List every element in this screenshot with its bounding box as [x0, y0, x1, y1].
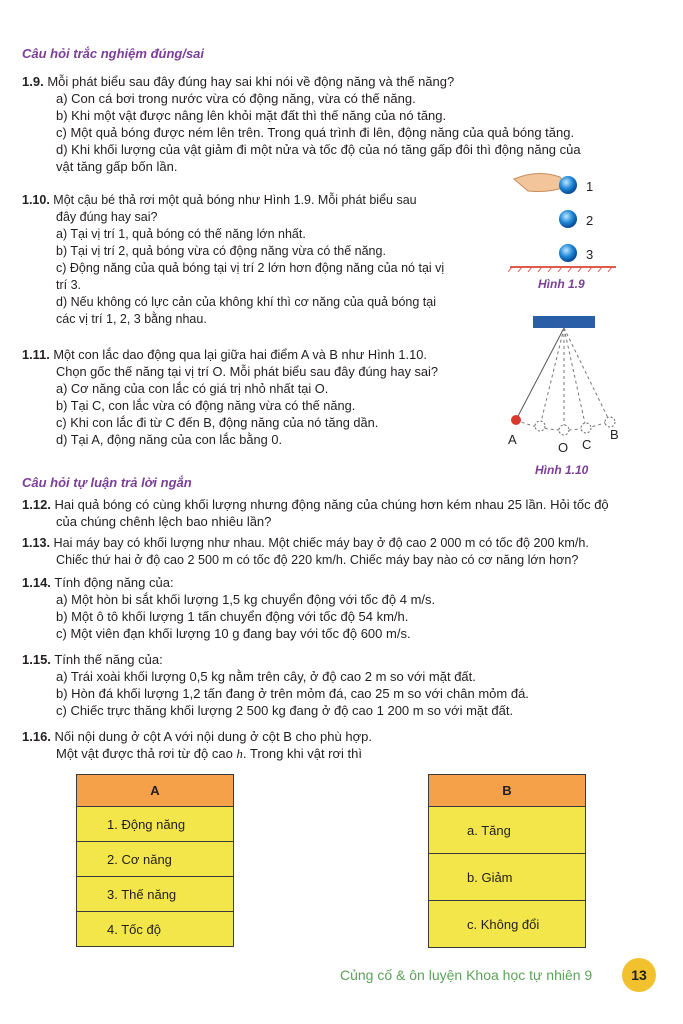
option-d: d) Tại A, động năng của con lắc bằng 0.: [56, 432, 283, 447]
question-text-cont-2: . Trong khi vật rơi thì: [242, 746, 362, 761]
label-position-2: 2: [586, 213, 594, 228]
option-c-cont: trí 3.: [56, 278, 82, 292]
question-text: Một con lắc dao động qua lại giữa hai điểm A và B như Hình 1.10.: [53, 347, 427, 362]
option-a: a) Con cá bơi trong nước vừa có động năng, vừa có thế năng.: [56, 91, 416, 106]
question-1-11: [22, 346, 492, 448]
question-1-12: [22, 496, 662, 530]
option-c: c) Một quả bóng được ném lên trên. Trong quá trình đi lên, động năng của quả bóng tăng.: [56, 125, 575, 140]
question-number: 1.13.: [22, 536, 51, 550]
option-a: a) Cơ năng của con lắc có giá trị nhỏ nhất tại O.: [56, 381, 329, 396]
question-text: Mỗi phát biểu sau đây đúng hay sai khi nói về động năng và thế năng?: [47, 74, 455, 89]
table-b-item: b. Giảm: [429, 854, 586, 901]
figure-caption-1-10: Hình 1.10: [535, 463, 589, 477]
question-text-cont: Chọn gốc thế năng tại vị trí O. Mỗi phát biểu sau đây đúng hay sai?: [56, 364, 439, 379]
question-number: 1.14.: [22, 575, 51, 590]
question-text: Tính thế năng của:: [54, 652, 163, 667]
pendulum-string-a: [516, 328, 564, 420]
figure-1-10-pendulum: [500, 312, 640, 452]
option-d-cont: các vị trí 1, 2, 3 bằng nhau.: [56, 312, 207, 326]
figure-1-9-ball-drop: [508, 165, 618, 280]
ball-position-3: [559, 244, 577, 262]
page-number: 13: [622, 958, 656, 992]
table-b-item: c. Không đổi: [429, 901, 586, 948]
question-number: 1.15.: [22, 652, 51, 667]
option-a: a) Một hòn bi sắt khối lượng 1,5 kg chuyển động với tốc độ 4 m/s.: [56, 592, 436, 607]
option-d: d) Khi khối lượng của vật giảm đi một nửa và tốc độ của nó tăng gấp đôi thì động năng của: [56, 142, 581, 157]
table-a-item: 4. Tốc độ: [77, 912, 234, 947]
table-column-b: [428, 774, 586, 948]
question-text-cont: Một vật được thả rơi từ độ cao: [56, 746, 237, 761]
option-c: c) Khi con lắc đi từ C đến B, động năng của nó tăng dần.: [56, 415, 379, 430]
option-c: c) Động năng của quả bóng tại vị trí 2 lớn hơn động năng của nó tại vị: [56, 261, 445, 275]
option-d-cont: vật tăng gấp bốn lần.: [56, 159, 178, 174]
label-point-c: C: [582, 437, 592, 452]
option-b: b) Hòn đá khối lượng 1,2 tấn đang ở trên mỏm đá, cao 25 m so với chân mỏm đá.: [56, 686, 529, 701]
option-b: b) Tại vị trí 2, quả bóng vừa có động năng vừa có thế năng.: [56, 244, 386, 258]
option-c: c) Một viên đạn khối lượng 10 g đang bay với tốc độ 600 m/s.: [56, 626, 411, 641]
pendulum-support: [533, 316, 595, 328]
question-text-cont: của chúng chênh lệch bao nhiêu lần?: [56, 514, 272, 529]
question-text: Hai máy bay có khối lượng như nhau. Một chiếc máy bay ở độ cao 2 000 m có tốc độ 200 km/h.: [53, 536, 589, 550]
label-point-o: O: [558, 440, 569, 455]
question-1-10: [22, 192, 482, 328]
footer-book-title: Củng cố & ôn luyện Khoa học tự nhiên 9: [340, 967, 593, 983]
option-b: b) Một ô tô khối lượng 1 tấn chuyển động với tốc độ 54 km/h.: [56, 609, 409, 624]
pendulum-bob: [511, 415, 521, 425]
question-1-15: [22, 651, 662, 719]
table-a-item: 1. Động năng: [77, 807, 234, 842]
figure-caption-1-9: Hình 1.9: [538, 277, 585, 291]
question-text: Một cậu bé thả rơi một quả bóng như Hình 1.9. Mỗi phát biểu sau: [53, 193, 417, 207]
option-a: a) Tại vị trí 1, quả bóng có thế năng lớn nhất.: [56, 227, 306, 241]
ball-position-1: [559, 176, 577, 194]
table-a-header: A: [77, 775, 234, 807]
label-position-1: 1: [586, 179, 594, 194]
question-number: 1.10.: [22, 193, 50, 207]
option-c: c) Chiếc trực thăng khối lượng 2 500 kg đang ở độ cao 1 200 m so với mặt đất.: [56, 703, 514, 718]
table-b-item: a. Tăng: [429, 807, 586, 854]
option-a: a) Trái xoài khối lượng 0,5 kg nằm trên cây, ở độ cao 2 m so với mặt đất.: [56, 669, 476, 684]
option-d: d) Nếu không có lực cản của không khí thì cơ năng của quả bóng tại: [56, 295, 437, 309]
table-b-header: B: [429, 775, 586, 807]
question-1-14: [22, 574, 662, 642]
question-text: Tính động năng của:: [54, 575, 174, 590]
hand-icon: [514, 173, 566, 191]
question-text: Hai quả bóng có cùng khối lượng nhưng động năng của chúng hơn kém nhau 25 lần. Hỏi tốc độ: [54, 497, 609, 512]
question-1-9: [22, 73, 662, 175]
table-a-item: 2. Cơ năng: [77, 842, 234, 877]
question-text-cont: Chiếc thứ hai ở độ cao 2 500 m có tốc độ 220 km/h. Chiếc máy bay nào có cơ năng lớn hơn?: [56, 553, 579, 567]
question-number: 1.11.: [22, 347, 50, 362]
section-title-true-false: Câu hỏi trắc nghiệm đúng/sai: [22, 46, 205, 61]
label-position-3: 3: [586, 247, 594, 262]
question-number: 1.16.: [22, 729, 51, 744]
label-point-a: A: [508, 432, 517, 447]
height-variable: h: [236, 746, 243, 761]
question-1-13: [22, 535, 662, 569]
table-column-a: [76, 774, 234, 947]
label-point-b: B: [610, 427, 619, 442]
question-text-cont: đây đúng hay sai?: [56, 210, 158, 224]
option-b: b) Khi một vật được nâng lên khỏi mặt đất thì thế năng của nó tăng.: [56, 108, 447, 123]
question-number: 1.12.: [22, 497, 51, 512]
option-b: b) Tại C, con lắc vừa có động năng vừa có thế năng.: [56, 398, 356, 413]
question-text: Nối nội dung ở cột A với nội dung ở cột B cho phù hợp.: [54, 729, 372, 744]
question-number: 1.9.: [22, 74, 44, 89]
question-1-16: [22, 728, 662, 762]
section-title-short-answer: Câu hỏi tự luận trả lời ngắn: [22, 475, 192, 490]
table-a-item: 3. Thế năng: [77, 877, 234, 912]
ball-position-2: [559, 210, 577, 228]
